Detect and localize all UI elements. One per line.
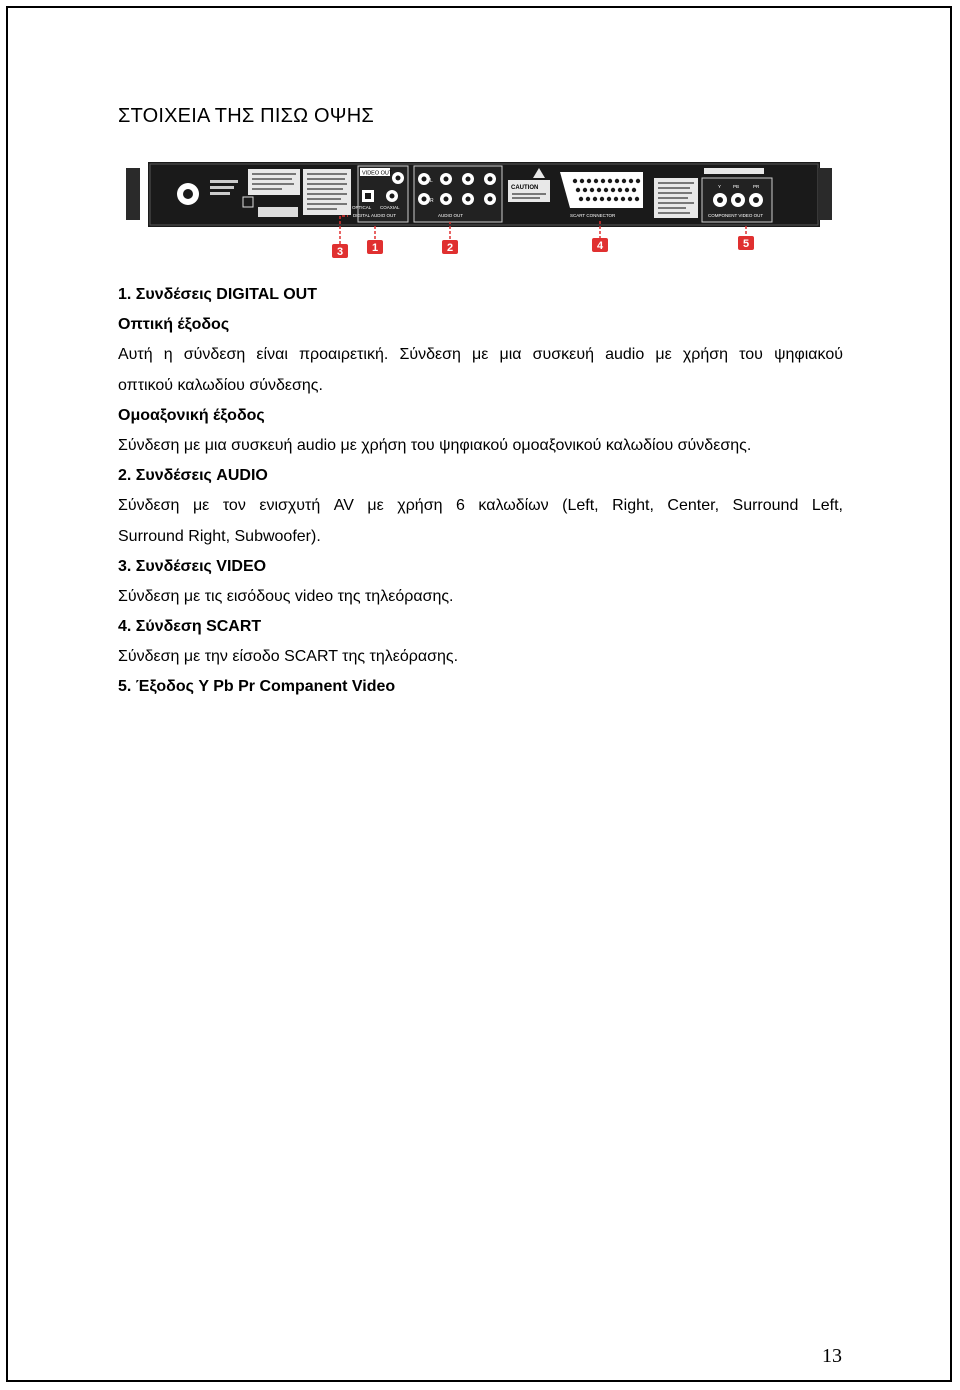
section-heading: Οπτική έξοδος bbox=[118, 316, 230, 334]
section-heading: 3. Συνδέσεις VIDEO bbox=[118, 557, 267, 575]
digital-audio-out-label: DIGITAL AUDIO OUT bbox=[353, 213, 397, 218]
svg-text:4: 4 bbox=[596, 240, 604, 252]
paragraph-line: Σύνδεση με τον ενισχυτή AV με χρήση 6 καλωδίων (Left, Right, Center, Surround Left, bbox=[118, 497, 843, 515]
paragraph-line: Surround Right, Subwoofer). bbox=[118, 527, 321, 545]
paragraph-line: Σύνδεση με την είσοδο SCART της τηλεόρασης. bbox=[118, 648, 459, 666]
audio-out-label: AUDIO OUT bbox=[438, 213, 464, 218]
paragraph-line: Σύνδεση με τις εισόδους video της τηλεόρασης. bbox=[118, 587, 454, 605]
jack-l-label: L bbox=[430, 178, 433, 184]
component-pr-label: PR bbox=[753, 184, 760, 189]
section-heading: 2. Συνδέσεις AUDIO bbox=[118, 467, 268, 485]
svg-text:3: 3 bbox=[336, 246, 344, 258]
scart-connector-label: SCART CONNECTOR bbox=[570, 213, 616, 218]
scart-connector bbox=[560, 172, 643, 208]
section-heading: 5. Έξοδος Y Pb Pr Companent Video bbox=[118, 678, 396, 696]
section-heading: Ομοαξονική έξοδος bbox=[118, 406, 265, 424]
component-video-out-label: COMPONENT VIDEO OUT bbox=[708, 213, 764, 218]
optical-label: OPTICAL bbox=[352, 205, 372, 210]
rear-panel-illustration bbox=[118, 152, 843, 262]
component-y-label: Y bbox=[718, 184, 722, 189]
page-number: 13 bbox=[822, 1345, 842, 1367]
callout-2 bbox=[442, 240, 458, 254]
callout-5 bbox=[738, 236, 754, 250]
rear-panel-figure bbox=[118, 152, 843, 262]
jack-r-label: R bbox=[430, 198, 434, 204]
svg-text:2: 2 bbox=[446, 242, 454, 254]
video-out-label: VIDEO OUT bbox=[362, 170, 393, 177]
caution-label: CAUTION bbox=[511, 185, 539, 191]
svg-text:1: 1 bbox=[371, 242, 379, 254]
svg-text:5: 5 bbox=[742, 238, 750, 250]
paragraph-line: Σύνδεση με μια συσκευή audio με χρήση του ψηφιακού ομοαξονικού καλωδίου σύνδεσης. bbox=[118, 436, 752, 454]
body-text bbox=[118, 280, 843, 703]
component-pb-label: PB bbox=[733, 184, 740, 189]
callout-4 bbox=[592, 238, 608, 252]
paragraph-line: Αυτή η σύνδεση είναι προαιρετική. Σύνδεση με μια συσκευή audio με χρήση του ψηφιακού bbox=[118, 346, 843, 364]
section-heading: 4. Σύνδεση SCART bbox=[118, 618, 262, 636]
paragraph-line: οπτικού καλωδίου σύνδεσης. bbox=[118, 376, 323, 394]
section-heading: 1. Συνδέσεις DIGITAL OUT bbox=[118, 286, 318, 303]
page-heading: ΣΤΟΙΧΕΙΑ ΤΗΣ ΠΙΣΩ ΟΨΗΣ bbox=[118, 105, 374, 127]
callout-1 bbox=[367, 240, 383, 254]
component-video-jacks bbox=[713, 193, 763, 207]
coaxial-label: COAXIAL bbox=[380, 205, 400, 210]
callout-3 bbox=[332, 244, 348, 258]
